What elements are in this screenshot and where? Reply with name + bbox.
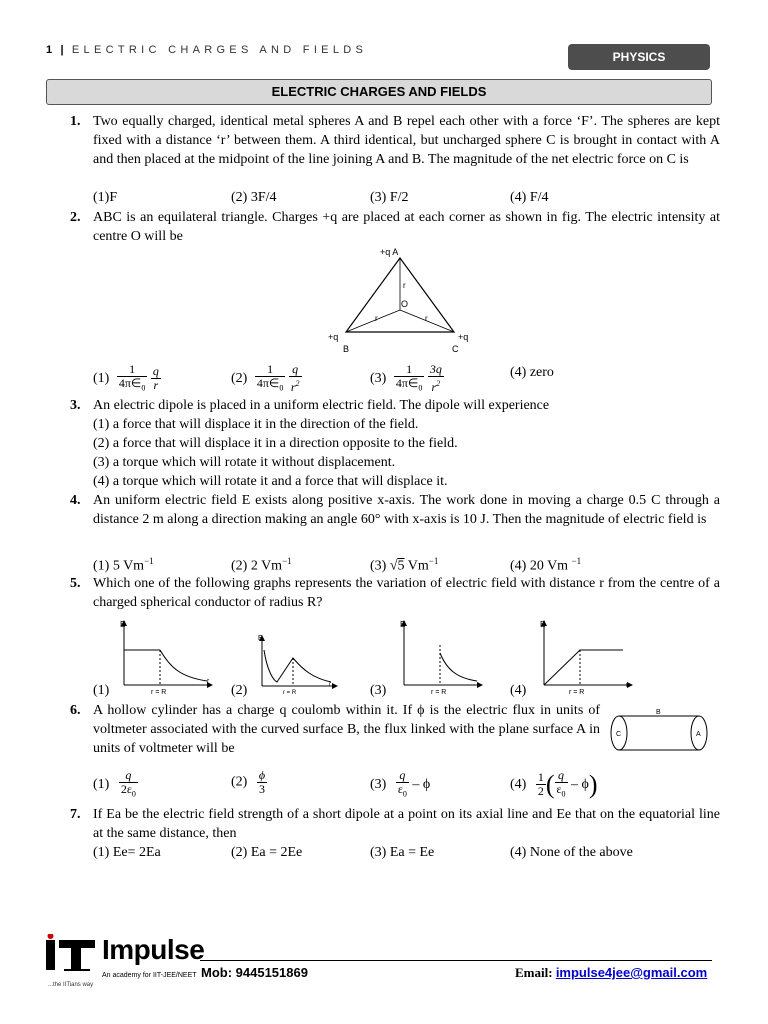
label-r-eq-r: r = R [151,689,167,696]
question-number: 4. [70,493,81,508]
question-text: An electric dipole is placed in a uniform electric field. The dipole will experience [93,398,550,413]
axis-r: r [626,682,629,689]
email-link[interactable]: impulse4jee@gmail.com [555,965,708,980]
option: (1) Ee= 2Ea [93,845,161,860]
graph-1 [115,615,215,697]
label-r-eq-r: r = R [431,689,447,696]
question-2-options [93,356,713,395]
label-a: A [696,731,701,738]
question-text: ABC is an equilateral triangle. Charges +q are placed at each corner as shown in fig. The electric intensity at centre O will be [93,210,720,244]
option: (4) $\frac{1}{2}$ ( $\frac{q}{\varepsilon_0}$ – ϕ) [510,768,598,800]
label-b: B [656,709,661,716]
brand-name: Impulse [102,934,205,965]
brand-motto: ...the IITians way [48,982,94,988]
page-number: 1 [46,44,54,56]
running-title: ELECTRIC CHARGES AND FIELDS [71,44,368,56]
option: (2) $\frac{1}{4\pi\in_0}$ $\frac{q}{r^2}$ [231,362,300,395]
option: (1)F [93,190,118,205]
option: (4) 20 Vm $^{-1}$ [510,556,582,574]
triangle-figure [325,244,480,356]
label-qb: +q [328,332,339,342]
question-number: 5. [70,576,81,591]
mobile-number: Mob: 9445151869 [201,965,308,980]
option: (4) F/4 [510,190,549,205]
option: (2) 3F/4 [231,190,277,205]
question-text: An uniform electric field E exists along positive x-axis. The work done in moving a charge 0.5 C through a distance 2 m along a direction making an angle 60° with x-axis is 10 J. Then the magnitude of electric field is [93,493,720,527]
option: (3) [370,683,387,698]
subject-badge: PHYSICS [568,44,710,70]
label-c: C [452,344,459,354]
question-1 [70,112,720,169]
option: (2) 2 $Vm^{-1}$ [231,556,292,574]
option: (3) Ea = Ee [370,845,435,860]
question-7 [70,805,720,843]
question-3 [70,396,720,415]
option: (4) None of the above [510,845,633,860]
question-text: If Ea be the electric field strength of a short dipole at a point on its axial line and Ee that on the equatorial line at the same distance, then [93,807,720,841]
option: (4) a torque which will rotate it and a force that will displace it. [93,474,448,489]
email-block [515,965,707,981]
option: (2) [231,683,248,698]
option: (1) a force that will displace it in the direction of the field. [93,417,419,432]
question-2 [70,208,720,246]
label-b: B [343,344,350,354]
question-6-options [93,764,713,800]
label-r-eq-r: r = R [569,689,585,696]
email-label: Email: [515,965,553,980]
question-text: Two equally charged, identical metal spheres A and B repel each other with a force ‘F’. The spheres are kept fixed with a distance ‘r’ between them. A third identical, but uncharged sphere C is brought in contact with A and then placed at the midpoint of the line joining A and B. The magnitude of the net electric force on C is [93,114,720,167]
axis-e: E [540,620,546,629]
option: (4) zero [510,365,554,380]
option: (1) $\frac{q}{2\varepsilon_0}$ [93,768,136,799]
axis-r: r [207,678,210,685]
question-5 [70,574,720,612]
axis-e: E [400,620,406,629]
option: (1) 5 $Vm^{-1}$ [93,556,154,574]
question-number: 3. [70,398,81,413]
axis-e: E [120,620,126,629]
option: (3) a torque which will rotate it without displacement. [93,455,396,470]
graph-4 [535,615,635,697]
question-number: 2. [70,210,81,225]
label-o: O [401,299,409,309]
option: (2) Ea = 2Ee [231,845,303,860]
footer-divider [200,960,712,961]
option: (4) [510,683,527,698]
option: (2) a force that will displace it in a direction opposite to the field. [93,436,458,451]
graph-3 [395,615,485,697]
question-number: 7. [70,807,81,822]
question-number: 1. [70,114,81,129]
label-r2: r [375,314,378,323]
label-r3: r [425,314,428,323]
cylinder-figure [605,705,715,760]
axis-e: E [258,635,263,642]
label-c: C [616,731,622,738]
brand-tagline: An academy for IIT-JEE/NEET [102,972,197,979]
option: (1) $\frac{1}{4\pi\in_0}$ $\frac{q}{r}$ [93,362,159,393]
option: (3) F/2 [370,190,409,205]
graph-2 [255,630,340,698]
option: (1) [93,683,110,698]
question-text: A hollow cylinder has a charge q coulomb within it. If ϕ is the electric flux in units of voltmeter associated with the curved surface B, the flux linked with the plane surface A in units of voltmeter will be [93,703,600,756]
label-a: +q A [380,247,399,257]
option: (3) √5 $Vm^{-1}$ [370,556,439,574]
question-text: Which one of the following graphs represents the variation of electric field with distance r from the centre of a charged spherical conductor of radius R? [93,576,720,610]
question-4 [70,491,720,529]
option: (2) $\frac{\phi}{3}$ [231,768,266,796]
question-6 [70,701,600,758]
running-header [46,44,367,56]
header-separator: | [60,44,65,56]
option: (3) $\frac{1}{4\pi\in_0}$ $\frac{3q}{r^2}$ [370,362,442,395]
chapter-title: ELECTRIC CHARGES AND FIELDS [46,79,712,105]
label-r-eq-r: r = R [283,690,297,696]
axis-r: r [329,682,331,688]
label-qc: +q [458,332,469,342]
option: (3) $\frac{q}{\varepsilon_0}$ – ϕ [370,768,431,799]
question-number: 6. [70,703,81,718]
label-r1: r [403,281,406,290]
